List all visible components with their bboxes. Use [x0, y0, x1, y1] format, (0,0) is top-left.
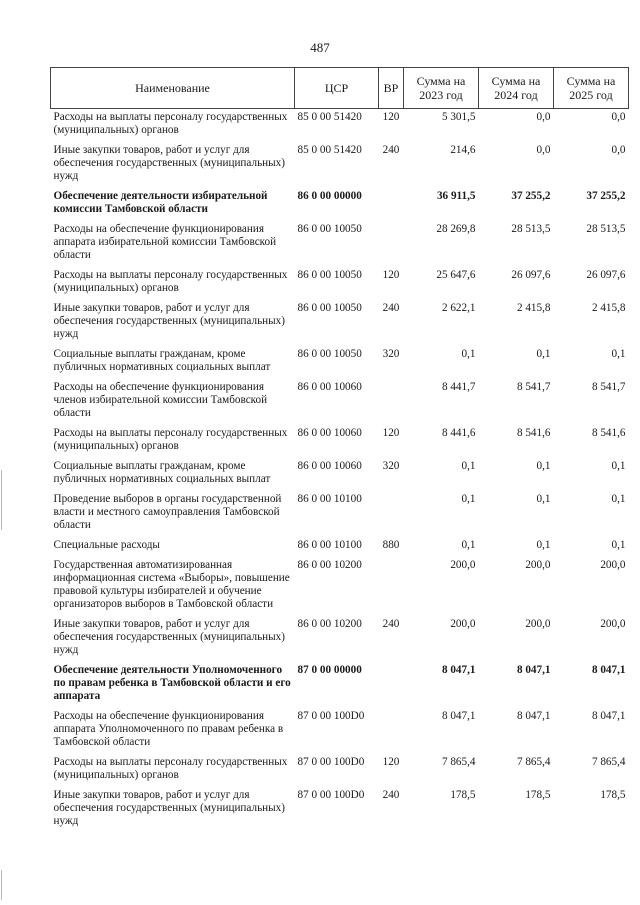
scan-edge-mark — [1, 870, 2, 900]
cell-sum-2025: 178,5 — [600, 789, 626, 801]
cell-name: Расходы на обеспечение функционирования аппарата избирательной комиссии Тамбовской области — [53, 223, 277, 261]
cell-name: Обеспечение деятельности избирательной комиссии Тамбовской области — [53, 190, 268, 215]
scan-edge-mark — [1, 470, 2, 530]
cell-sum-2025: 8 541,7 — [591, 381, 626, 393]
cell-sum-2023: 8 441,7 — [441, 381, 476, 393]
cell-vr — [379, 662, 404, 708]
table-row — [51, 662, 629, 708]
table-row — [51, 708, 629, 754]
table-row — [51, 425, 629, 458]
header-vr: ВР — [379, 68, 404, 109]
cell-vr: 240 — [382, 618, 400, 630]
cell-vr — [379, 557, 404, 616]
cell-csr: 86 0 00 10200 — [297, 618, 362, 630]
cell-sum-2024: 200,0 — [525, 559, 551, 571]
cell-vr: 120 — [382, 756, 400, 768]
cell-csr: 86 0 00 10100 — [297, 539, 362, 551]
cell-vr: 240 — [382, 144, 400, 156]
cell-sum-2024: 0,1 — [536, 493, 551, 505]
cell-csr: 85 0 00 51420 — [297, 144, 362, 156]
cell-sum-2023: 0,1 — [461, 539, 476, 551]
cell-csr: 87 0 00 100D0 — [297, 789, 365, 801]
cell-sum-2023: 8 047,1 — [441, 664, 476, 676]
cell-csr: 86 0 00 10050 — [297, 223, 362, 235]
table-row — [51, 616, 629, 662]
cell-name: Иные закупки товаров, работ и услуг для обеспечения государственных (муниципальных) нужд — [53, 144, 285, 182]
cell-name: Специальные расходы — [53, 539, 160, 551]
header-sum-2025: Сумма на 2025 год — [554, 68, 629, 109]
header-sum-2024: Сумма на 2024 год — [479, 68, 554, 109]
page-number: 487 — [310, 40, 330, 55]
cell-csr: 87 0 00 100D0 — [297, 756, 365, 768]
cell-sum-2025: 8 047,1 — [591, 710, 626, 722]
cell-sum-2023: 8 441,6 — [441, 427, 476, 439]
cell-sum-2024: 8 541,7 — [516, 381, 551, 393]
cell-name: Расходы на выплаты персоналу государственных (муниципальных) органов — [53, 269, 288, 294]
cell-sum-2023: 28 269,8 — [436, 223, 476, 235]
table-row — [51, 109, 629, 143]
cell-sum-2023: 0,1 — [461, 348, 476, 360]
cell-sum-2025: 0,1 — [611, 493, 626, 505]
cell-name: Социальные выплаты гражданам, кроме публичных нормативных социальных выплат — [53, 460, 271, 485]
table-row — [51, 557, 629, 616]
cell-sum-2024: 200,0 — [525, 618, 551, 630]
cell-csr: 86 0 00 10060 — [297, 427, 362, 439]
cell-vr — [379, 379, 404, 425]
cell-name: Расходы на обеспечение функционирования членов избирательной комиссии Тамбовской области — [53, 381, 268, 419]
table-body — [51, 109, 629, 834]
cell-csr: 86 0 00 10050 — [297, 348, 362, 360]
cell-name: Социальные выплаты гражданам, кроме публичных нормативных социальных выплат — [53, 348, 271, 373]
cell-name: Обеспечение деятельности Уполномоченного по правам ребенка в Тамбовской области и его аппарата — [53, 664, 291, 702]
table-row — [51, 458, 629, 491]
cell-name: Иные закупки товаров, работ и услуг для обеспечения государственных (муниципальных) нужд — [53, 618, 285, 656]
cell-name: Расходы на выплаты персоналу государственных (муниципальных) органов — [53, 111, 288, 136]
header-csr: ЦСР — [295, 68, 379, 109]
table-row — [51, 537, 629, 557]
cell-csr: 86 0 00 10200 — [297, 559, 362, 571]
cell-sum-2023: 5 301,5 — [441, 111, 476, 123]
cell-csr: 85 0 00 51420 — [297, 111, 362, 123]
cell-csr: 86 0 00 10050 — [297, 269, 362, 281]
cell-sum-2025: 28 513,5 — [586, 223, 626, 235]
table-row — [51, 267, 629, 300]
cell-sum-2025: 0,1 — [611, 460, 626, 472]
cell-vr — [379, 188, 404, 221]
cell-sum-2024: 37 255,2 — [511, 190, 551, 202]
cell-sum-2024: 8 541,6 — [516, 427, 551, 439]
cell-vr: 240 — [382, 789, 400, 801]
cell-vr — [379, 221, 404, 267]
cell-sum-2024: 0,1 — [536, 539, 551, 551]
cell-sum-2024: 28 513,5 — [511, 223, 551, 235]
cell-sum-2023: 8 047,1 — [441, 710, 476, 722]
cell-vr — [379, 491, 404, 537]
cell-vr: 880 — [382, 539, 400, 551]
cell-sum-2025: 200,0 — [600, 559, 626, 571]
cell-sum-2024: 2 415,8 — [516, 302, 551, 314]
cell-sum-2024: 0,0 — [536, 144, 551, 156]
cell-sum-2023: 36 911,5 — [436, 190, 476, 202]
cell-csr: 86 0 00 10060 — [297, 460, 362, 472]
table-row — [51, 188, 629, 221]
table-row — [51, 300, 629, 346]
cell-sum-2023: 2 622,1 — [441, 302, 476, 314]
header-sum-2023: Сумма на 2023 год — [404, 68, 479, 109]
cell-vr: 320 — [382, 348, 400, 360]
budget-table — [50, 67, 629, 833]
cell-name: Расходы на выплаты персоналу государственных (муниципальных) органов — [53, 756, 288, 781]
cell-csr: 87 0 00 100D0 — [297, 710, 365, 722]
cell-sum-2025: 0,1 — [611, 348, 626, 360]
table-row — [51, 221, 629, 267]
cell-sum-2025: 26 097,6 — [586, 269, 626, 281]
cell-vr: 120 — [382, 269, 400, 281]
cell-vr: 120 — [382, 427, 400, 439]
table-row — [51, 142, 629, 188]
cell-name: Государственная автоматизированная информационная система «Выборы», повышение правовой культуры избирателей и обучение организаторов выборов в Тамбовской области — [53, 559, 290, 610]
cell-sum-2023: 200,0 — [450, 559, 476, 571]
cell-sum-2025: 7 865,4 — [591, 756, 626, 768]
cell-name: Иные закупки товаров, работ и услуг для обеспечения государственных (муниципальных) нужд — [53, 789, 285, 827]
cell-name: Проведение выборов в органы государственной власти и местного самоуправления Тамбовской области — [53, 493, 282, 531]
table-row — [51, 754, 629, 787]
cell-sum-2025: 0,0 — [611, 111, 626, 123]
cell-sum-2024: 0,1 — [536, 348, 551, 360]
cell-csr: 86 0 00 10050 — [297, 302, 362, 314]
cell-sum-2024: 8 047,1 — [516, 664, 551, 676]
cell-sum-2025: 37 255,2 — [586, 190, 626, 202]
cell-sum-2024: 0,1 — [536, 460, 551, 472]
cell-csr: 86 0 00 10100 — [297, 493, 362, 505]
cell-vr: 240 — [382, 302, 400, 314]
cell-sum-2025: 2 415,8 — [591, 302, 626, 314]
cell-sum-2023: 178,5 — [450, 789, 476, 801]
cell-vr: 120 — [382, 111, 400, 123]
cell-sum-2023: 25 647,6 — [436, 269, 476, 281]
cell-sum-2024: 178,5 — [525, 789, 551, 801]
cell-csr: 86 0 00 10060 — [297, 381, 362, 393]
cell-csr: 86 0 00 00000 — [297, 190, 362, 202]
cell-sum-2024: 0,0 — [536, 111, 551, 123]
cell-sum-2023: 214,6 — [450, 144, 476, 156]
cell-csr: 87 0 00 00000 — [297, 664, 362, 676]
cell-vr: 320 — [382, 460, 400, 472]
cell-sum-2023: 0,1 — [461, 460, 476, 472]
cell-name: Расходы на выплаты персоналу государственных (муниципальных) органов — [53, 427, 288, 452]
table-row — [51, 379, 629, 425]
table-row — [51, 491, 629, 537]
cell-name: Расходы на обеспечение функционирования аппарата Уполномоченного по правам ребенка в Тамбовской области — [53, 710, 284, 748]
cell-sum-2025: 8 047,1 — [591, 664, 626, 676]
cell-vr — [379, 708, 404, 754]
header-name: Наименование — [51, 68, 295, 109]
cell-name: Иные закупки товаров, работ и услуг для обеспечения государственных (муниципальных) нужд — [53, 302, 285, 340]
cell-sum-2025: 0,1 — [611, 539, 626, 551]
cell-sum-2025: 8 541,6 — [591, 427, 626, 439]
cell-sum-2025: 200,0 — [600, 618, 626, 630]
cell-sum-2024: 26 097,6 — [511, 269, 551, 281]
table-row — [51, 346, 629, 379]
table-row — [51, 787, 629, 833]
cell-sum-2024: 7 865,4 — [516, 756, 551, 768]
table-header-row — [51, 68, 629, 109]
cell-sum-2023: 0,1 — [461, 493, 476, 505]
cell-sum-2023: 200,0 — [450, 618, 476, 630]
cell-sum-2023: 7 865,4 — [441, 756, 476, 768]
cell-sum-2025: 0,0 — [611, 144, 626, 156]
cell-sum-2024: 8 047,1 — [516, 710, 551, 722]
